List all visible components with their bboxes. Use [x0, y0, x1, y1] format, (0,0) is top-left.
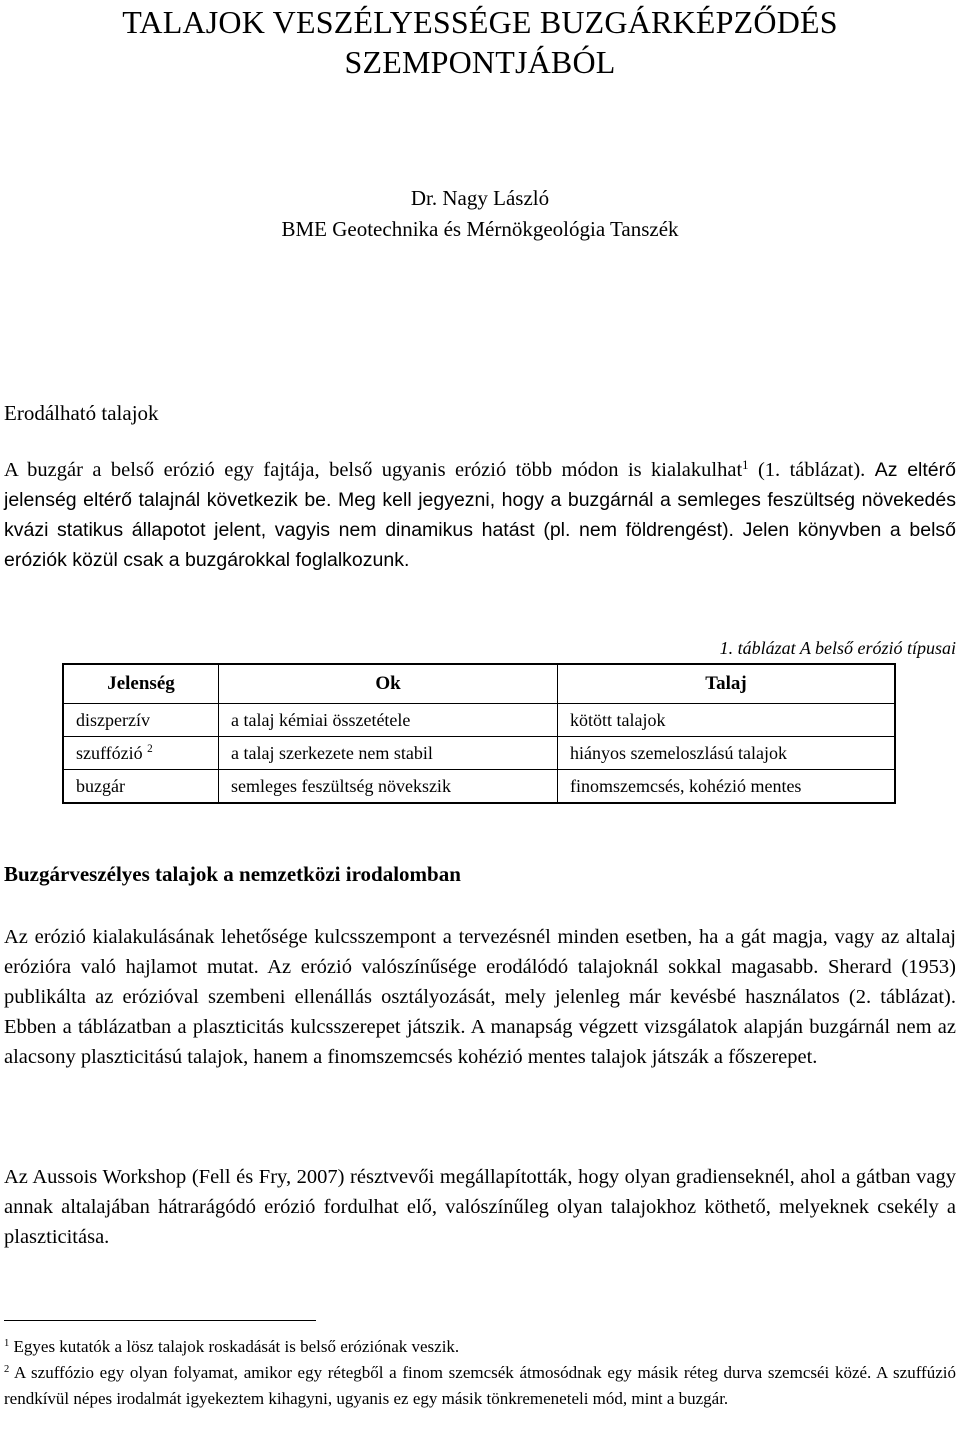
author-name: Dr. Nagy László: [410, 186, 550, 210]
section1-text-c: Az eltérő jelenség eltérő talajnál következik be. Meg kell jegyezni, hogy a buzgárnál a semleges feszültség növekedés kvázi statikus állapotot jelent, vagyis nem dinamikus hatást (pl. nem földrengést). Jelen könyvben a belső eróziók közül csak a buzgárokkal foglalkozunk.: [4, 459, 956, 571]
footnote-2: [4, 1360, 956, 1412]
table-header-jelenseg: Jelenség: [63, 664, 219, 704]
jelenseg-text: diszperzív: [76, 709, 150, 730]
document-title: [0, 2, 960, 82]
document-title-line1: TALAJOK VESZÉLYESSÉGE BUZGÁRKÉPZŐDÉS: [122, 4, 838, 40]
table-row: [63, 737, 895, 770]
footnote-text: A szuffózio egy olyan folyamat, amikor egy rétegből a finom szemcsék átmosódnak egy másik réteg durva szemcséi közé. A szuffúzió rendkívül népes irodalmát igyekeztem kihagyni, ugyanis ez egy másik tönkremeneteli mód, mint a buzgár.: [4, 1363, 956, 1408]
footnote-number: 1: [4, 1338, 10, 1350]
table-header-row: [63, 664, 895, 704]
jelenseg-text: szuffózió: [76, 742, 143, 763]
table1-caption: 1. táblázat A belső erózió típusai: [719, 638, 956, 658]
internal-erosion-table: [62, 663, 896, 804]
table-cell-ok: semleges feszültség növekszik: [219, 770, 558, 804]
section-heading-buzgarveszelyes: Buzgárveszélyes talajok a nemzetközi irodalomban: [4, 862, 461, 886]
document-title-line2: SZEMPONTJÁBÓL: [344, 44, 616, 80]
table-row: [63, 704, 895, 737]
section-heading-erodalhato: Erodálható talajok: [4, 401, 159, 425]
section2-paragraph-1: Az erózió kialakulásának lehetősége kulcsszempont a tervezésnél minden esetben, ha a gát magja, vagy az altalaj erózióra való hajlamot mutat. Az erózió valószínűsége erodálódó talajoknál sokkal magasabb. Sherard (1953) publikálta az erózióval szembeni ellenállás osztályozását, mely jelenleg már kevésbé használatos (2. táblázat). Ebben a táblázatban a plaszticitás kulcsszerepet játszik. A manapság végzett vizsgálatok alapján buzgárnál nem az alacsony plaszticitású talajok, hanem a finomszemcsés kohézió mentes talajok játszák a főszerepet.: [4, 926, 956, 1068]
footnote-number: 2: [4, 1364, 10, 1376]
section1-text-b: (1. táblázat).: [748, 459, 875, 481]
table-header-talaj: Talaj: [558, 664, 896, 704]
section1-text-a: A buzgár a belső erózió egy fajtája, belső ugyanis erózió több módon is kialakulhat: [4, 459, 743, 481]
footnote-text: Egyes kutatók a lösz talajok roskadását is belső eróziónak veszik.: [13, 1337, 460, 1356]
footnote-divider: [4, 1320, 316, 1321]
table-cell-talaj: hiányos szemeloszlású talajok: [558, 737, 896, 770]
table-cell-talaj: kötött talajok: [558, 704, 896, 737]
table-row: [63, 770, 895, 804]
table-cell-talaj: finomszemcsés, kohézió mentes: [558, 770, 896, 804]
table-cell-jelenseg: [63, 704, 219, 737]
section2-paragraph-2: Az Aussois Workshop (Fell és Fry, 2007) résztvevői megállapították, hogy olyan gradienseknél, ahol a gátban vagy annak altalajában hátrarágódó erózió fordulhat elő, valószínűleg olyan talajokhoz köthető, melyeknek csekély a plaszticitása.: [4, 1166, 956, 1248]
table-cell-ok: a talaj szerkezete nem stabil: [219, 737, 558, 770]
table-cell-jelenseg: [63, 737, 219, 770]
section1-paragraph: [4, 455, 956, 575]
footnote-ref-2[interactable]: 2: [147, 743, 153, 756]
table-cell-ok: a talaj kémiai összetétele: [219, 704, 558, 737]
footnote-ref-1[interactable]: 1: [742, 458, 749, 473]
table-header-ok: Ok: [219, 664, 558, 704]
author-affiliation: BME Geotechnika és Mérnökgeológia Tanszék: [281, 217, 679, 241]
footnote-1: [4, 1334, 956, 1360]
jelenseg-text: buzgár: [76, 775, 125, 796]
table-cell-jelenseg: [63, 770, 219, 804]
